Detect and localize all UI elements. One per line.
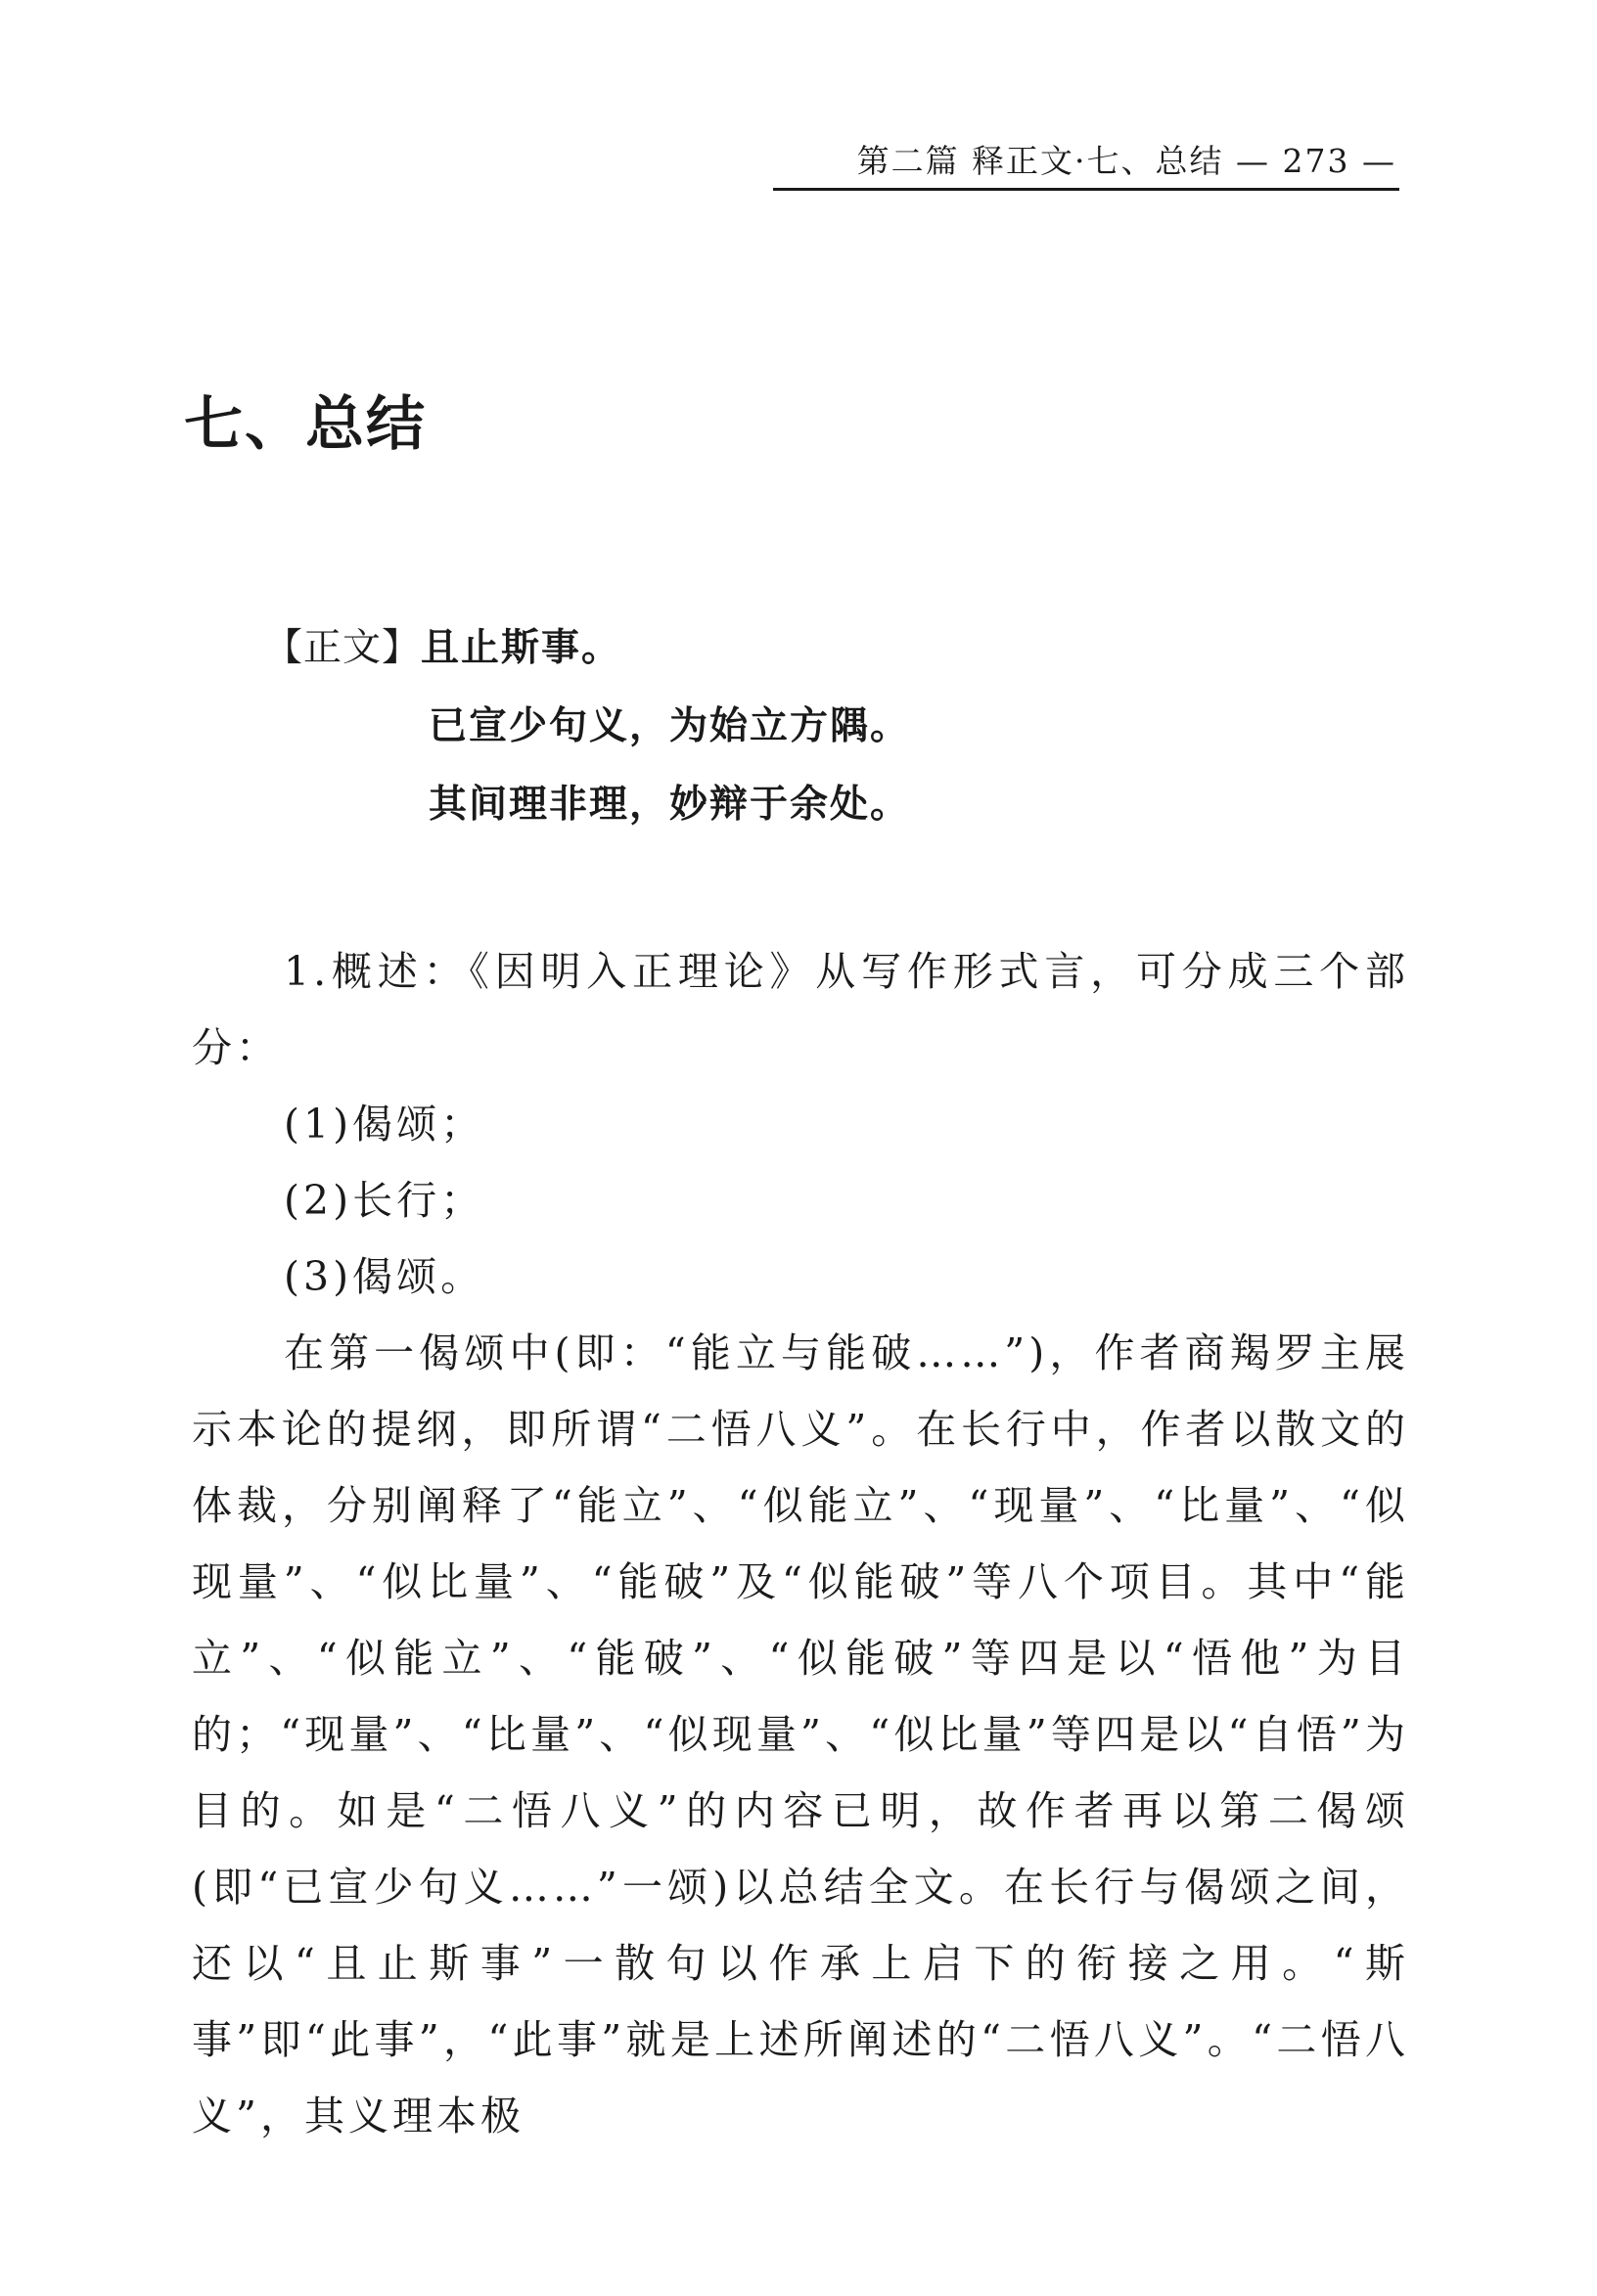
list-item-1: (1)偈颂； xyxy=(284,1101,485,1148)
section-heading: 七、总结 xyxy=(184,390,427,459)
verse-text-3: 其间理非理，妙辩于余处。 xyxy=(429,783,911,827)
header-rule xyxy=(773,188,1399,191)
verse-text-1: 且止斯事。 xyxy=(421,626,622,670)
list-item-2: (2)长行； xyxy=(284,1177,485,1224)
body-text xyxy=(192,933,1409,2154)
verse-line-2 xyxy=(429,704,911,748)
verse-label: 【正文】 xyxy=(264,626,422,670)
verse-line-3 xyxy=(429,783,911,827)
main-paragraph: 在第一偈颂中(即：“能立与能破……”)，作者商羯罗主展示本论的提纲，即所谓“二悟八义”。在长行中，作者以散文的体裁，分别阐释了“能立”、“似能立”、“现量”、“比量”、“似现量”、“似比量”、“能破”及“似能破”等八个项目。其中“能立”、“似能立”、“能破”、“似能破”等四是以“悟他”为目的；“现量”、“比量”、“似现量”、“似比量”等四是以“自悟”为目的。如是“二悟八义”的内容已明，故作者再以第二偈颂(即“已宣少句义……”一颂)以总结全文。在长行与偈颂之间，还以“且止斯事”一散句以作承上启下的衔接之用。“斯事”即“此事”，“此事”就是上述所阐述的“二悟八义”。“二悟八义”，其义理本极 xyxy=(192,1329,1409,2139)
verse-text-2: 已宣少句义，为始立方隅。 xyxy=(429,704,911,748)
running-header: 第二篇 释正文·七、总结 — 273 — xyxy=(856,142,1396,180)
list-item-3: (3)偈颂。 xyxy=(284,1253,485,1300)
verse-line-1 xyxy=(264,626,622,670)
intro-paragraph: 1.概述：《因明入正理论》从写作形式言，可分成三个部分： xyxy=(192,948,1409,1071)
